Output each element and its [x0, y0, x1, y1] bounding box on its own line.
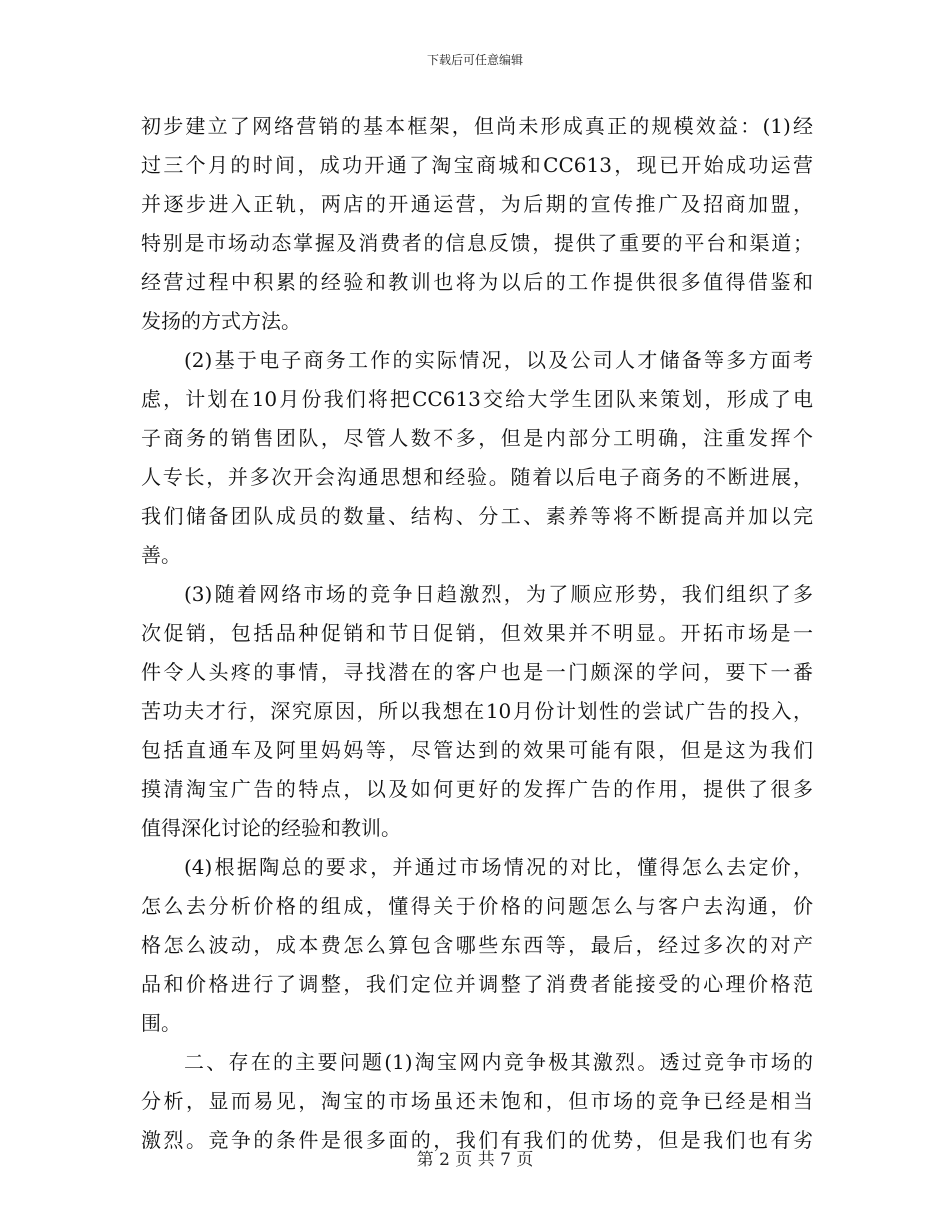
- text-line: 虑，计划在10月份我们将把CC613交给大学生团队来策划，形成了电: [141, 387, 813, 411]
- text-line: 分析，显而易见，淘宝的市场虽还未饱和，但市场的竞争已经是相当: [141, 1089, 813, 1113]
- text-line: 过三个月的时间，成功开通了淘宝商城和CC613，现已开始成功运营: [141, 153, 813, 177]
- text-line: 包括直通车及阿里妈妈等，尽管达到的效果可能有限，但是这为我们: [141, 738, 813, 762]
- page-header: 下载后可任意编辑: [426, 53, 523, 67]
- document-body: [141, 107, 813, 1160]
- text-line: 经营过程中积累的经验和教训也将为以后的工作提供很多值得借鉴和: [141, 270, 813, 294]
- text-line: 值得深化讨论的经验和教训。: [141, 816, 401, 840]
- text-line: 二、存在的主要问题(1)淘宝网内竞争极其激烈。透过竞争市场的: [184, 1050, 813, 1074]
- text-line: 次促销，包括品种促销和节日促销，但效果并不明显。开拓市场是一: [141, 621, 813, 645]
- text-line: 摸清淘宝广告的特点，以及如何更好的发挥广告的作用，提供了很多: [141, 777, 813, 801]
- text-line: 发扬的方式方法。: [141, 309, 301, 333]
- text-line: 品和价格进行了调整，我们定位并调整了消费者能接受的心理价格范: [141, 972, 813, 996]
- paragraph-4: [141, 848, 813, 1043]
- text-line: (4)根据陶总的要求，并通过市场情况的对比，懂得怎么去定价，: [184, 855, 813, 879]
- page-number-footer: 第 2 页 共 7 页: [416, 1150, 534, 1170]
- text-line: 我们储备团队成员的数量、结构、分工、素养等将不断提高并加以完: [141, 504, 813, 528]
- paragraph-5: [141, 1043, 813, 1160]
- paragraph-1: [141, 107, 813, 341]
- paragraph-3: [141, 575, 813, 848]
- text-line: 围。: [141, 1011, 181, 1035]
- text-line: (2)基于电子商务工作的实际情况，以及公司人才储备等多方面考: [184, 348, 813, 372]
- text-line: 善。: [141, 543, 181, 567]
- text-line: 苦功夫才行，深究原因，所以我想在10月份计划性的尝试广告的投入，: [141, 699, 813, 723]
- text-line: 特别是市场动态掌握及消费者的信息反馈，提供了重要的平台和渠道；: [141, 231, 813, 255]
- text-line: 人专长，并多次开会沟通思想和经验。随着以后电子商务的不断进展，: [141, 465, 813, 489]
- text-line: 怎么去分析价格的组成，懂得关于价格的问题怎么与客户去沟通，价: [141, 894, 813, 918]
- text-line: 并逐步进入正轨，两店的开通运营，为后期的宣传推广及招商加盟，: [141, 192, 813, 216]
- text-line: 子商务的销售团队，尽管人数不多，但是内部分工明确，注重发挥个: [141, 426, 813, 450]
- text-line: 格怎么波动，成本费怎么算包含哪些东西等，最后，经过多次的对产: [141, 933, 813, 957]
- text-line: 初步建立了网络营销的基本框架，但尚未形成真正的规模效益：(1)经: [141, 114, 813, 138]
- paragraph-2: [141, 341, 813, 575]
- text-line: (3)随着网络市场的竞争日趋激烈，为了顺应形势，我们组织了多: [184, 582, 813, 606]
- text-line: 件令人头疼的事情，寻找潜在的客户也是一门颇深的学问，要下一番: [141, 660, 813, 684]
- text-line: 激烈。竞争的条件是很多面的，我们有我们的优势，但是我们也有劣: [141, 1128, 813, 1152]
